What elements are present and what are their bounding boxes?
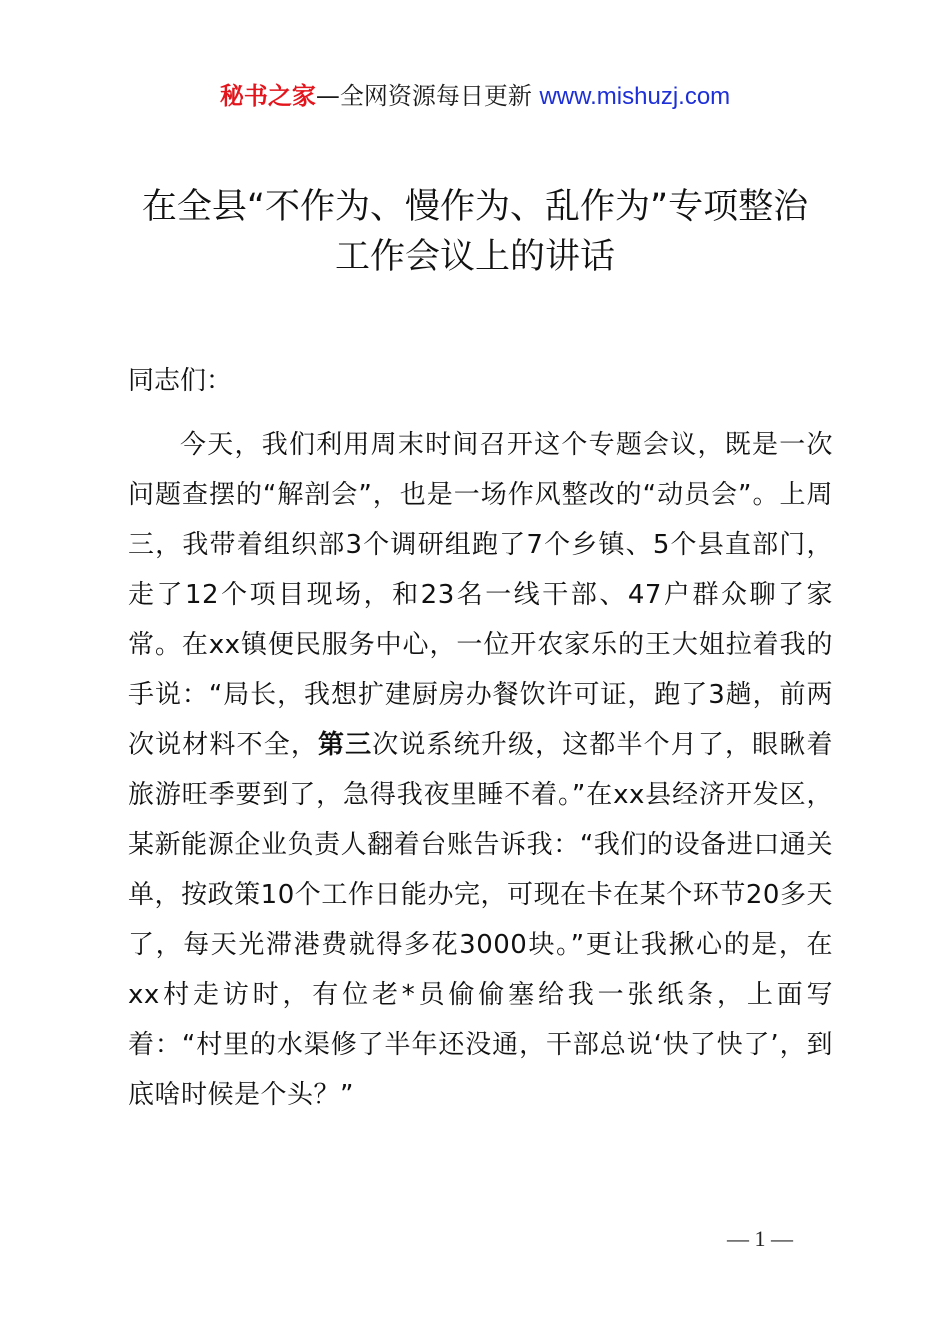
salutation: 同志们： xyxy=(128,366,233,396)
paragraph-emphasis: 第三 xyxy=(317,730,373,760)
paragraph-text-part-2: 次说系统升级，这都半个月了，眼瞅着旅游旺季要到了，急得我夜里睡不着。”在xx县经济开发区，某新能源企业负责人翻着台账告诉我：“我们的设备进口通关单，按政策10个工作日能办完，可现在卡在某个环节20多天了，每天光滞港费就得多花3000块。”更让我揪心的是，在xx村走访时，有位老*员偷偷塞给我一张纸条，上面写着：“村里的水渠修了半年还没通，干部总说‘快了快了’，到底啥时候是个头？” xyxy=(128,730,833,1110)
document-title xyxy=(100,182,850,282)
header-tagline: —全网资源每日更新 xyxy=(315,82,540,110)
paragraph-text-part-1: 今天，我们利用周末时间召开这个专题会议，既是一次问题查摆的“解剖会”，也是一场作风整改的“动员会”。上周三，我带着组织部3个调研组跑了7个乡镇、5个县直部门，走了12个项目现场，和23名一线干部、47户群众聊了家常。在xx镇便民服务中心，一位开农家乐的王大姐拉着我的手说：“局长，我想扩建厨房办餐饮许可证，跑了3趟，前两次说材料不全， xyxy=(128,430,833,760)
brand-name: 秘书之家 xyxy=(219,82,316,110)
title-line-1: 在全县“不作为、慢作为、乱作为”专项整治 xyxy=(141,187,809,227)
body-paragraph xyxy=(128,420,833,1120)
page-number: — 1 — xyxy=(727,1226,793,1251)
site-header xyxy=(0,80,950,113)
title-line-2: 工作会议上的讲话 xyxy=(334,237,615,277)
site-url-link[interactable]: www.mishuzj.com xyxy=(539,83,731,110)
